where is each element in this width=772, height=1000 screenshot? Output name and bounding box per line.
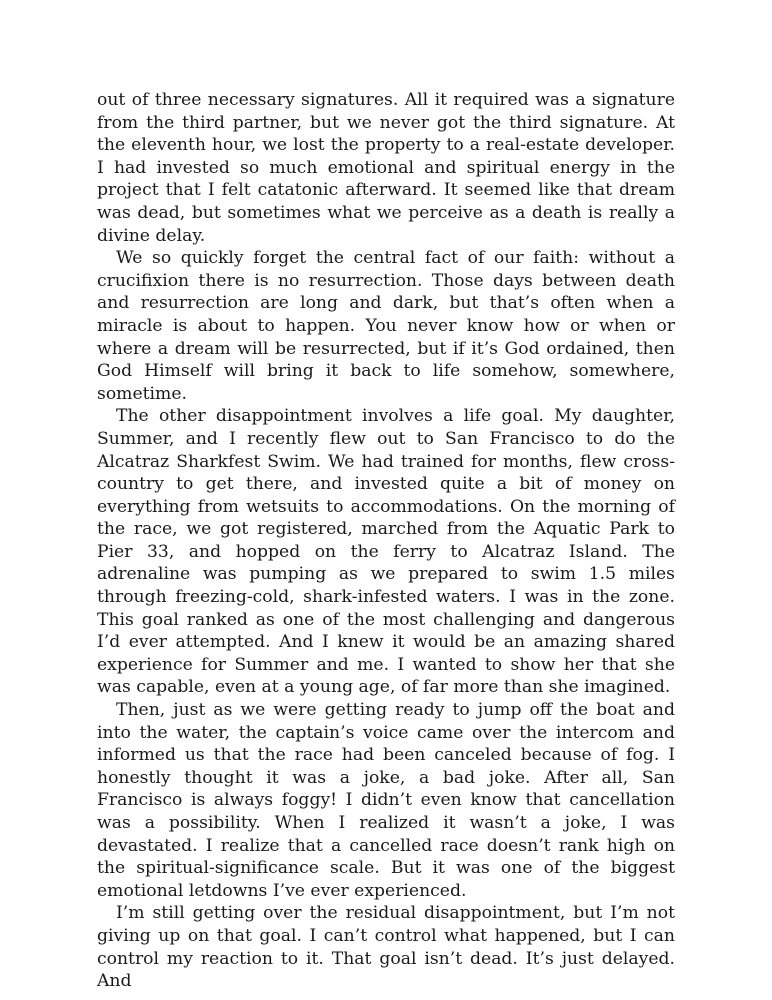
paragraph-not-giving-up: I’m still getting over the residual disappointment, but I’m not giving up on that goal. I can’t control what happened, but I can control my reaction to it. That goal isn’t dead. It’s just delayed. And: [97, 903, 675, 992]
paragraph-life-goal: The other disappointment involves a life goal. My daughter, Summer, and I recently flew out to San Francisco to do the Alcatraz Sharkfest Swim. We had trained for months, flew cross-country to get there, and invested quite a bit of money on everything from wetsuits to accommodations. On the morning of the race, we got registered, marched from the Aquatic Park to Pier 33, and hopped on the ferry to Alcatraz Island. The adrenaline was pumping as we prepared to swim 1.5 miles through freezing-cold, shark-infested waters. I was in the zone. This goal ranked as one of the most challenging and dangerous I’d ever attempted. And I knew it would be an amazing shared experience for Summer and me. I wanted to show her that she was capable, even at a young age, of far more than she imagined.: [97, 406, 675, 698]
book-page-body: [97, 89, 675, 993]
paragraph-resurrection: We so quickly forget the central fact of our faith: without a crucifixion there is no resurrection. Those days between death and resurrection are long and dark, but that’s often when a miracle is about to happen. You never know how or when or where a dream will be resurrected, but if it’s God ordained, then God Himself will bring it back to life somehow, somewhere, sometime.: [97, 248, 675, 404]
paragraph-continued: out of three necessary signatures. All it required was a signature from the third partner, but we never got the third signature. At the eleventh hour, we lost the property to a real-estate developer. I had invested so much emotional and spiritual energy in the project that I felt catatonic afterward. It seemed like that dream was dead, but sometimes what we perceive as a death is really a divine delay.: [97, 90, 675, 246]
paragraph-race-canceled: Then, just as we were getting ready to jump off the boat and into the water, the captain’s voice came over the intercom and informed us that the race had been canceled because of fog. I honestly thought it was a joke, a bad joke. After all, San Francisco is always foggy! I didn’t even know that cancellation was a possibility. When I realized it wasn’t a joke, I was devastated. I realize that a cancelled race doesn’t rank high on the spiritual-significance scale. But it was one of the biggest emotional letdowns I’ve ever experienced.: [97, 700, 675, 901]
